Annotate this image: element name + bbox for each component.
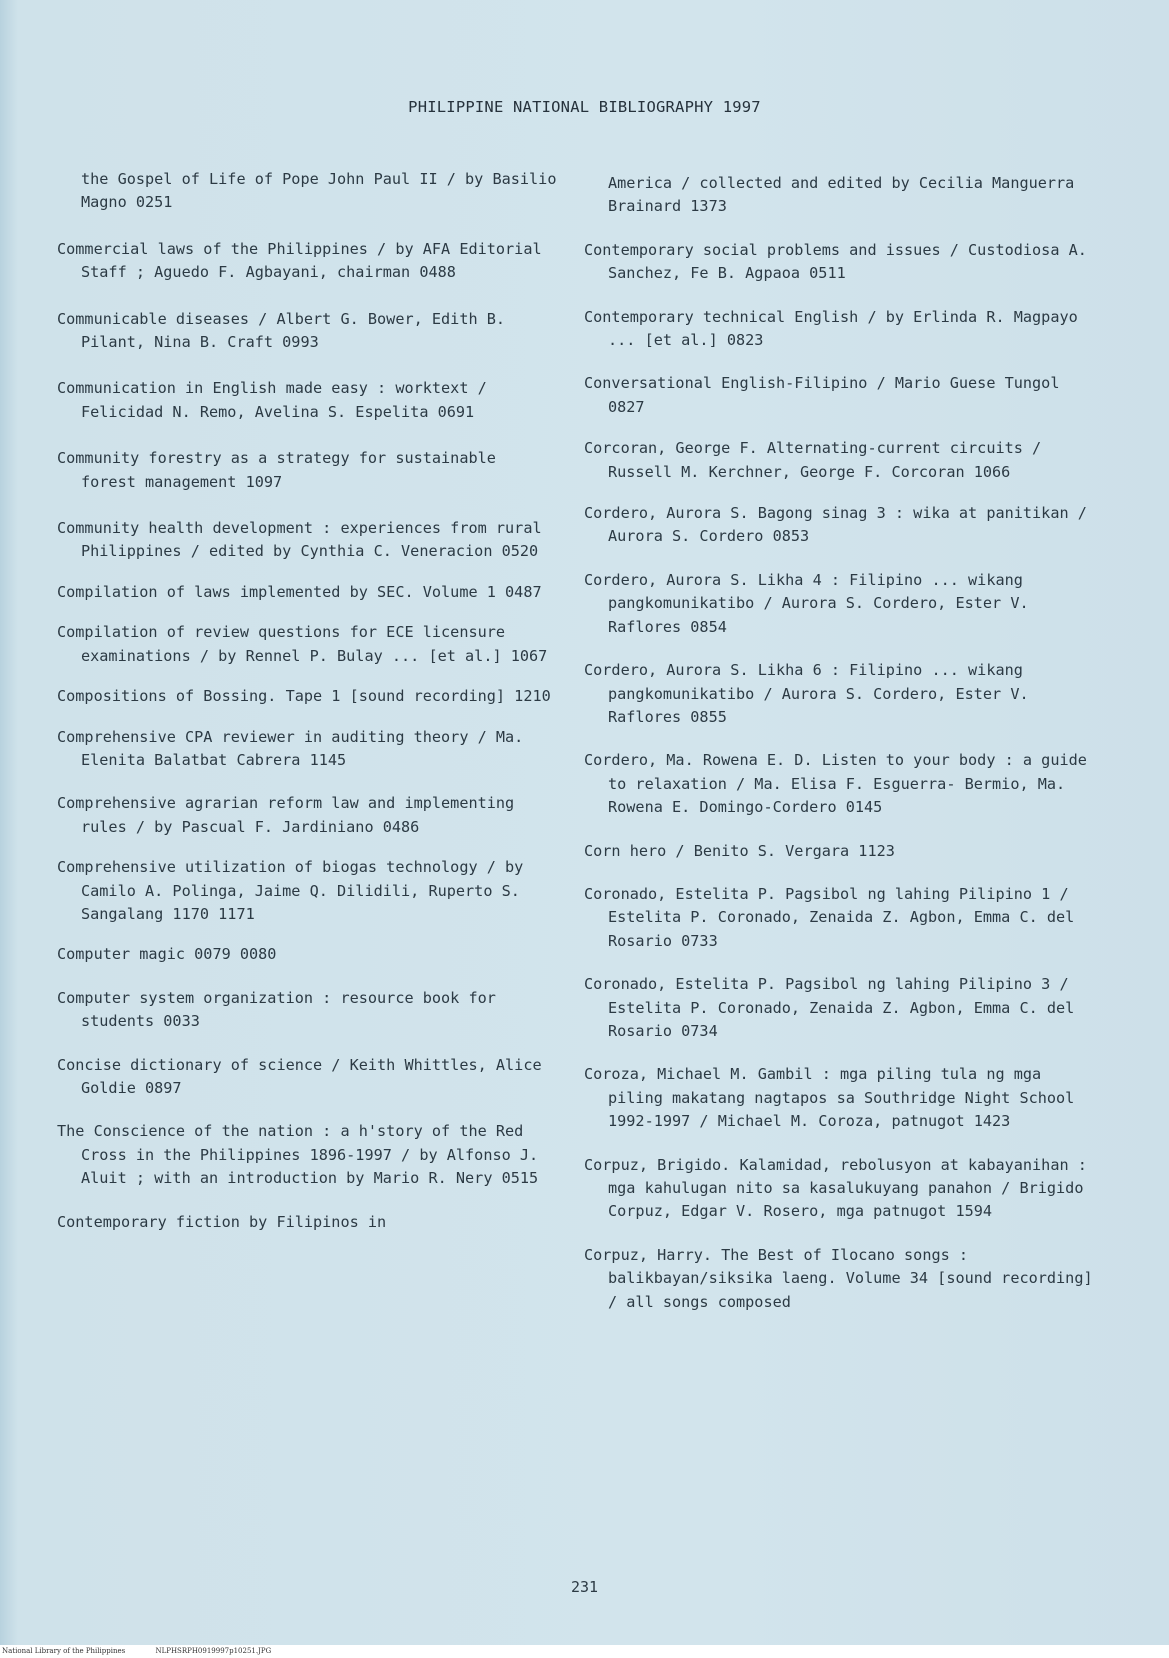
- bibliography-entry: Computer magic 0079 0080: [57, 945, 277, 964]
- bibliography-entry: Communication in English made easy : worktext / Felicidad N. Remo, Avelina S. Espelita 0691: [57, 379, 487, 421]
- bibliography-entry: Comprehensive CPA reviewer in auditing theory / Ma. Elenita Balatbat Cabrera 1145: [57, 727, 524, 769]
- bibliography-entry: The Conscience of the nation : a h'story of the Red Cross in the Philippines 1896-1997 / by Alfonso J. Aluit ; with an introduction by Mario R. Nery 0515: [57, 1122, 539, 1188]
- bibliography-entry: Cordero, Aurora S. Likha 6 : Filipino ... wikang pangkomunikatibo / Aurora S. Cordero, Ester V. Raflores 0855: [584, 661, 1029, 726]
- right-column: [584, 172, 1099, 1337]
- bibliography-entry: Community forestry as a strategy for sustainable forest management 1097: [57, 449, 496, 491]
- bibliography-entry: Contemporary fiction by Filipinos in: [57, 1212, 387, 1231]
- bibliography-entry: Coroza, Michael M. Gambil : mga piling tula ng mga piling makatang nagtapos sa Southridge Night School 1992-1997 / Michael M. Coroza, patnugot 1423: [584, 1065, 1075, 1131]
- bibliography-entry: Corn hero / Benito S. Vergara 1123: [584, 841, 895, 860]
- bibliography-entry: Compilation of review questions for ECE licensure examinations / by Rennel P. Bulay ... [et al.] 1067: [57, 623, 548, 665]
- bibliography-entry: Corpuz, Harry. The Best of Ilocano songs : balikbayan/siksika laeng. Volume 34 [sound recording] / all songs composed: [584, 1245, 1093, 1311]
- bibliography-entry: Contemporary technical English / by Erlinda R. Magpayo ... [et al.] 0823: [584, 307, 1078, 350]
- footer-file: NLPHSRPH0919997p10251.JPG: [155, 1647, 272, 1655]
- bibliography-entry: Community health development : experiences from rural Philippines / edited by Cynthia C. Veneracion 0520: [57, 519, 542, 561]
- bibliography-entry: Corpuz, Brigido. Kalamidad, rebolusyon at kabayanihan : mga kahulugan nito sa kasalukuyang panahon / Brigido Corpuz, Edgar V. Rosero, mga patnugot 1594: [584, 1155, 1087, 1221]
- bibliography-entry: Commercial laws of the Philippines / by AFA Editorial Staff ; Aguedo F. Agbayani, chairman 0488: [57, 239, 542, 282]
- bibliography-entry: Comprehensive utilization of biogas technology / by Camilo A. Polinga, Jaime Q. Dilidili, Ruperto S. Sangalang 1170 1171: [57, 858, 524, 923]
- bibliography-entry: Compositions of Bossing. Tape 1 [sound recording] 1210: [57, 687, 551, 706]
- bibliography-entry: Cordero, Aurora S. Bagong sinag 3 : wika at panitikan / Aurora S. Cordero 0853: [584, 504, 1087, 546]
- bibliography-entry: Coronado, Estelita P. Pagsibol ng lahing Pilipino 3 / Estelita P. Coronado, Zenaida Z. Agbon, Emma C. del Rosario 0734: [584, 975, 1075, 1040]
- bibliography-entry: Concise dictionary of science / Keith Whittles, Alice Goldie 0897: [57, 1055, 542, 1097]
- bibliography-entry: Cordero, Ma. Rowena E. D. Listen to your body : a guide to relaxation / Ma. Elisa F. Esguerra- Bermio, Ma. Rowena E. Domingo-Cordero 0145: [584, 751, 1087, 817]
- bibliography-entry: Computer system organization : resource book for students 0033: [57, 988, 496, 1031]
- left-column: [57, 168, 557, 1257]
- bibliography-entry: Cordero, Aurora S. Likha 4 : Filipino ... wikang pangkomunikatibo / Aurora S. Cordero, Ester V. Raflores 0854: [584, 570, 1029, 636]
- bibliography-entry: Conversational English-Filipino / Mario Guese Tungol 0827: [584, 374, 1060, 416]
- bibliography-entry: Corcoran, George F. Alternating-current circuits / Russell M. Kerchner, George F. Corcoran 1066: [584, 439, 1042, 481]
- bibliography-entry: the Gospel of Life of Pope John Paul II / by Basilio Magno 0251: [81, 170, 557, 212]
- footer-library: National Library of the Philippines: [2, 1647, 126, 1655]
- page-title: PHILIPPINE NATIONAL BIBLIOGRAPHY 1997: [408, 98, 761, 116]
- scan-footer: [0, 1645, 1169, 1658]
- bibliography-entry: Coronado, Estelita P. Pagsibol ng lahing Pilipino 1 / Estelita P. Coronado, Zenaida Z. Agbon, Emma C. del Rosario 0733: [584, 884, 1075, 950]
- bibliography-entry: Contemporary social problems and issues / Custodiosa A. Sanchez, Fe B. Agpaoa 0511: [584, 240, 1087, 283]
- page-number: 231: [570, 1578, 599, 1596]
- bibliography-entry: Communicable diseases / Albert G. Bower, Edith B. Pilant, Nina B. Craft 0993: [57, 309, 506, 352]
- bibliography-entry: Comprehensive agrarian reform law and implementing rules / by Pascual F. Jardiniano 0486: [57, 794, 515, 836]
- bibliography-entry: America / collected and edited by Cecilia Manguerra Brainard 1373: [608, 174, 1075, 216]
- bibliography-entry: Compilation of laws implemented by SEC. Volume 1 0487: [57, 582, 542, 601]
